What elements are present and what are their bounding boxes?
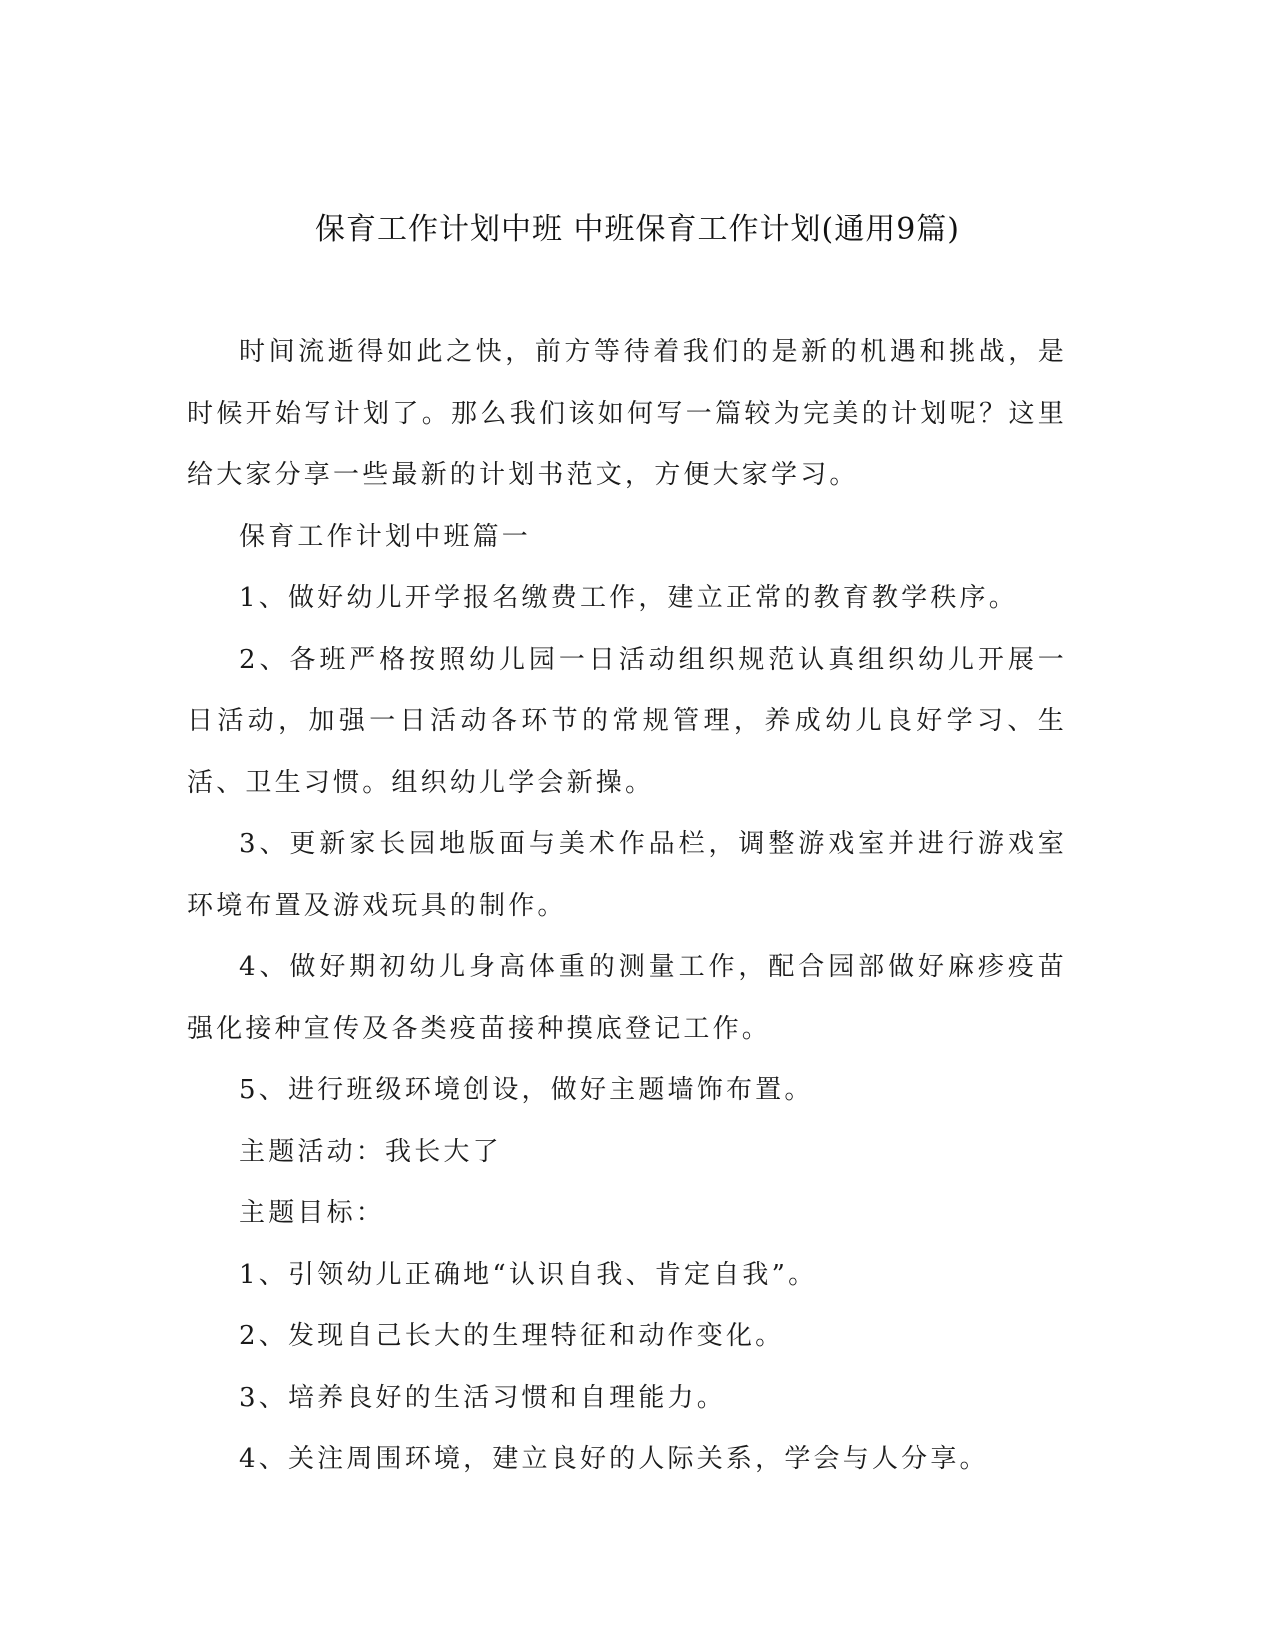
list-item: 4、做好期初幼儿身高体重的测量工作，配合园部做好麻疹疫苗强化接种宣传及各类疫苗接种摸底登记工作。 bbox=[187, 952, 1067, 1044]
list-item: 5、进行班级环境创设，做好主题墙饰布置。 bbox=[239, 1075, 814, 1105]
list-item: 3、培养良好的生活习惯和自理能力。 bbox=[239, 1382, 726, 1413]
document-title: 保育工作计划中班 中班保育工作计划(通用9篇) bbox=[314, 212, 961, 247]
theme-activity: 主题活动：我长大了 bbox=[239, 1136, 502, 1167]
document-body bbox=[187, 322, 1067, 1491]
intro-paragraph: 时间流逝得如此之快，前方等待着我们的是新的机遇和挑战，是时候开始写计划了。那么我们该如何写一篇较为完美的计划呢？这里给大家分享一些最新的计划书范文，方便大家学习。 bbox=[187, 337, 1067, 490]
list-item: 3、更新家长园地版面与美术作品栏，调整游戏室并进行游戏室环境布置及游戏玩具的制作。 bbox=[187, 829, 1067, 921]
list-item: 2、发现自己长大的生理特征和动作变化。 bbox=[239, 1321, 785, 1351]
list-item: 1、引领幼儿正确地“认识自我、肯定自我”。 bbox=[239, 1259, 818, 1290]
theme-goals-heading: 主题目标： bbox=[239, 1198, 386, 1228]
list-item: 4、关注周围环境，建立良好的人际关系，学会与人分享。 bbox=[239, 1444, 989, 1474]
section-heading: 保育工作计划中班篇一 bbox=[239, 521, 532, 552]
list-item: 1、做好幼儿开学报名缴费工作，建立正常的教育教学秩序。 bbox=[239, 583, 1018, 613]
list-item: 2、各班严格按照幼儿园一日活动组织规范认真组织幼儿开展一日活动，加强一日活动各环节的常规管理，养成幼儿良好学习、生活、卫生习惯。组织幼儿学会新操。 bbox=[187, 644, 1067, 798]
